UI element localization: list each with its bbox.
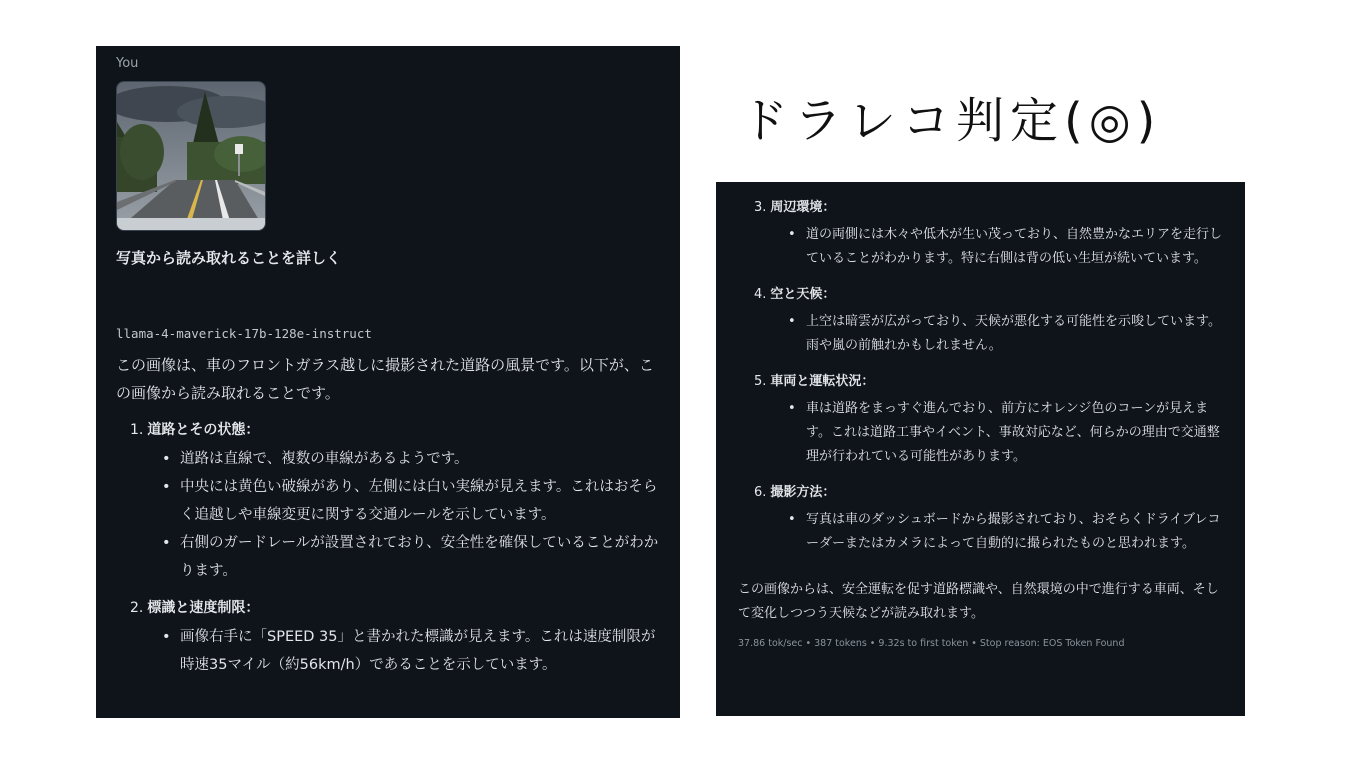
list-item: • 写真は車のダッシュボードから撮影されており、おそらくドライブレコーダーまたはカメラによって自動的に撮られたものと思われます。: [788, 508, 1223, 556]
list-item: • 中央には黄色い破線があり、左側には白い実線が見えます。これはおそらく追越しや車線変更に関する交通ルールを示しています。: [162, 473, 660, 529]
list-item: • 車は道路をまっすぐ進んでおり、前方にオレンジ色のコーンが見えます。これは道路工事やイベント、事故対応など、何らかの理由で交通整理が行われている可能性があります。: [788, 397, 1223, 469]
chat-panel-right: [716, 182, 1245, 716]
response-intro: この画像は、車のフロントガラス越しに撮影された道路の風景です。以下が、この画像から読み取れることです。: [116, 356, 654, 402]
bullet-list: [738, 397, 1223, 469]
list-item: • 上空は暗雲が広がっており、天候が悪化する可能性を示唆しています。雨や嵐の前触れかもしれません。: [788, 310, 1223, 358]
section-title: 4. 空と天候：: [754, 287, 836, 302]
bullet-list: [738, 508, 1223, 556]
section-title: 3. 周辺環境：: [754, 200, 836, 215]
bullet-list: [116, 623, 660, 679]
attached-photo-thumbnail[interactable]: [116, 81, 266, 231]
list-item: • 道の両側には木々や低木が生い茂っており、自然豊かなエリアを走行していることがわかります。特に右側は背の低い生垣が続いています。: [788, 223, 1223, 271]
section-1: [116, 419, 660, 585]
model-name: llama-4-maverick-17b-128e-instruct: [116, 326, 372, 341]
section-2: [116, 597, 660, 679]
user-question: 写真から読み取れることを詳しく: [116, 249, 342, 267]
list-item: • 画像右手に「SPEED 35」と書かれた標識が見えます。これは速度制限が時速35マイル（約56km/h）であることを示しています。: [162, 623, 660, 679]
list-item: • 道路は直線で、複数の車線があるようです。: [162, 445, 660, 473]
bullet-list: [738, 310, 1223, 358]
section-title: 2. 標識と速度制限：: [130, 600, 260, 616]
section-title: 1. 道路とその状態：: [130, 422, 260, 438]
generation-stats: 37.86 tok/sec • 387 tokens • 9.32s to first token • Stop reason: EOS Token Found: [738, 638, 1125, 649]
dashcam-road-image: [117, 82, 265, 230]
user-label: You: [116, 56, 139, 71]
bullet-list: [116, 445, 660, 585]
list-item: • 右側のガードレールが設置されており、安全性を確保していることがわかります。: [162, 529, 660, 585]
bullet-list: [738, 223, 1223, 271]
chat-panel-left: [96, 46, 680, 718]
page-heading: ドラレコ判定(◎): [740, 93, 1162, 149]
section-title: 5. 車両と運転状況：: [754, 374, 875, 389]
section-title: 6. 撮影方法：: [754, 485, 836, 500]
response-conclusion: この画像からは、安全運転を促す道路標識や、自然環境の中で進行する車両、そして変化しつつう天候などが読み取れます。: [738, 582, 1219, 621]
